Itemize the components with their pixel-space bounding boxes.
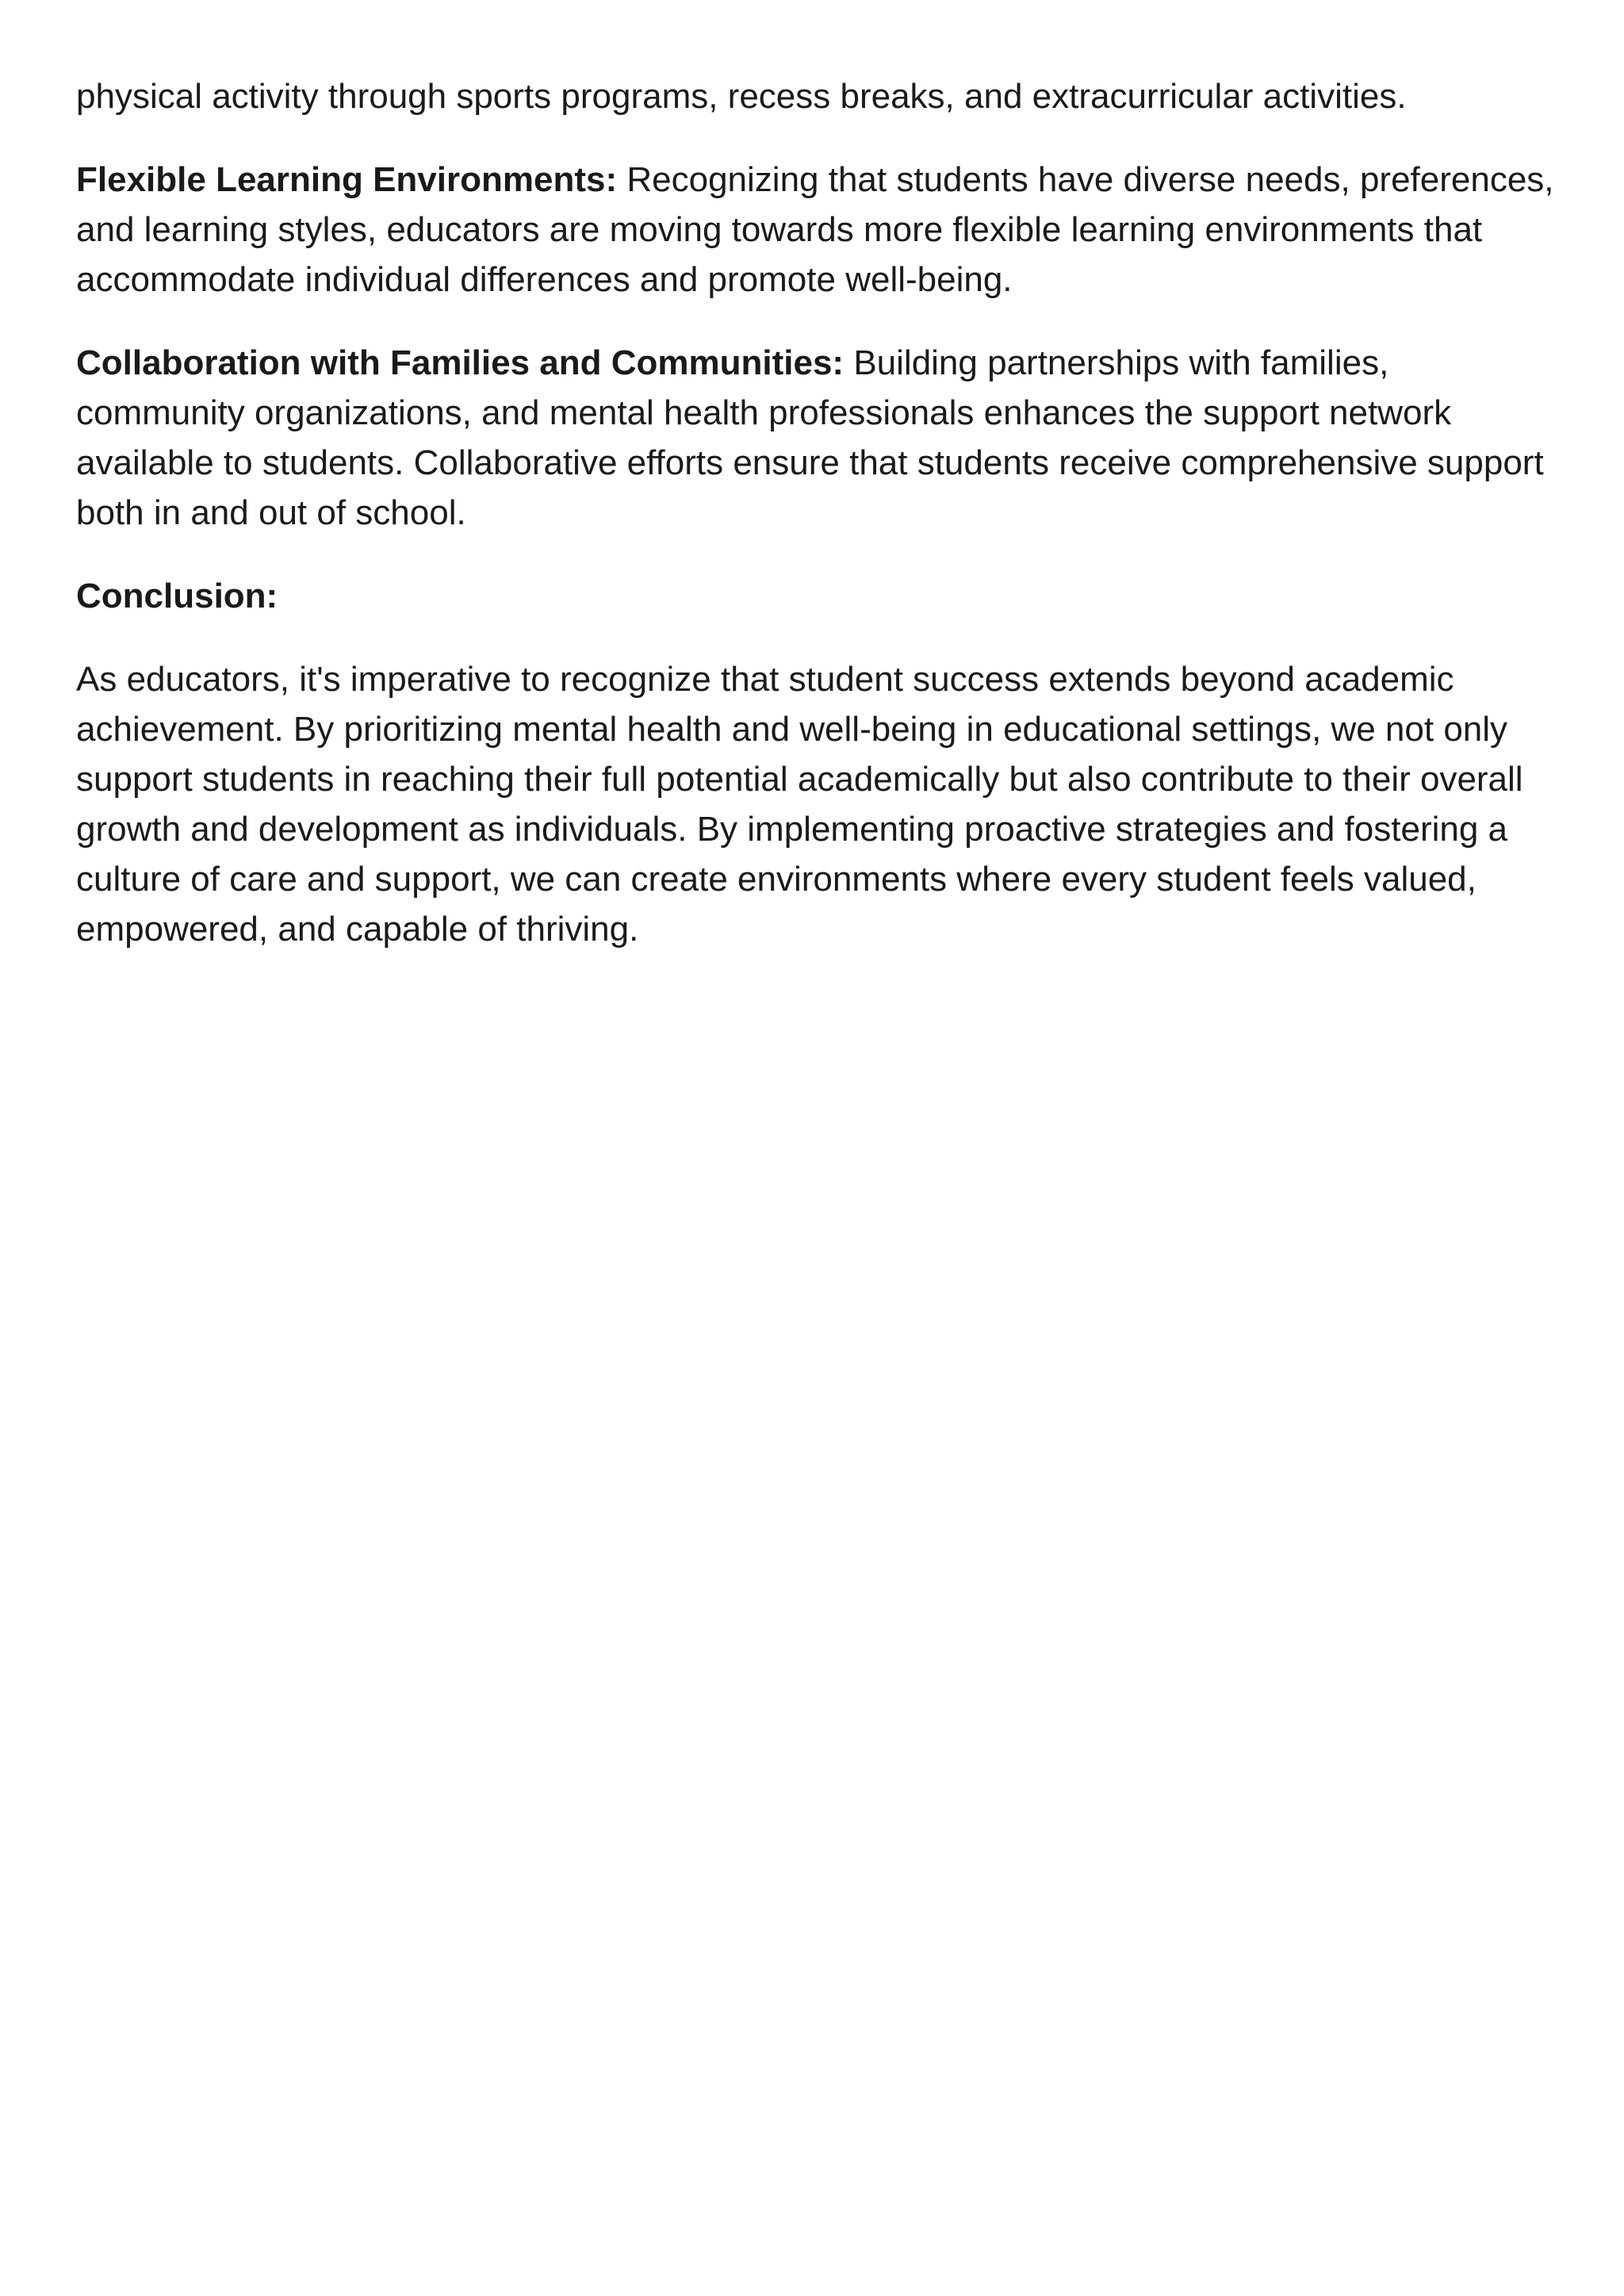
section-collaboration xyxy=(76,338,1567,538)
section-lead: Flexible Learning Environments: xyxy=(76,160,618,199)
section-text: Building partnerships with families, community organizations, and mental health professionals enhances the support network available to students. Collaborative efforts ensure that students receive comprehensive support both in and out of school. xyxy=(76,343,1544,532)
document-page xyxy=(76,71,1567,987)
section-flexible-learning xyxy=(76,155,1567,305)
conclusion-text: As educators, it's imperative to recognize that student success extends beyond academic achievement. By prioritizing mental health and well-being in educational settings, we not only support students in reaching their full potential academically but also contribute to their overall growth and development as individuals. By implementing proactive strategies and fostering a culture of care and support, we can create environments where every student feels valued, empowered, and capable of thriving. xyxy=(76,660,1523,949)
conclusion-heading: Conclusion: xyxy=(76,577,278,615)
section-lead: Collaboration with Families and Communities: xyxy=(76,343,845,382)
section-text: Recognizing that students have diverse needs, preferences, and learning styles, educators are moving towards more flexible learning environments that accommodate individual differences and promote well-being. xyxy=(76,160,1554,299)
intro-fragment: physical activity through sports programs, recess breaks, and extracurricular activities. xyxy=(76,77,1407,116)
